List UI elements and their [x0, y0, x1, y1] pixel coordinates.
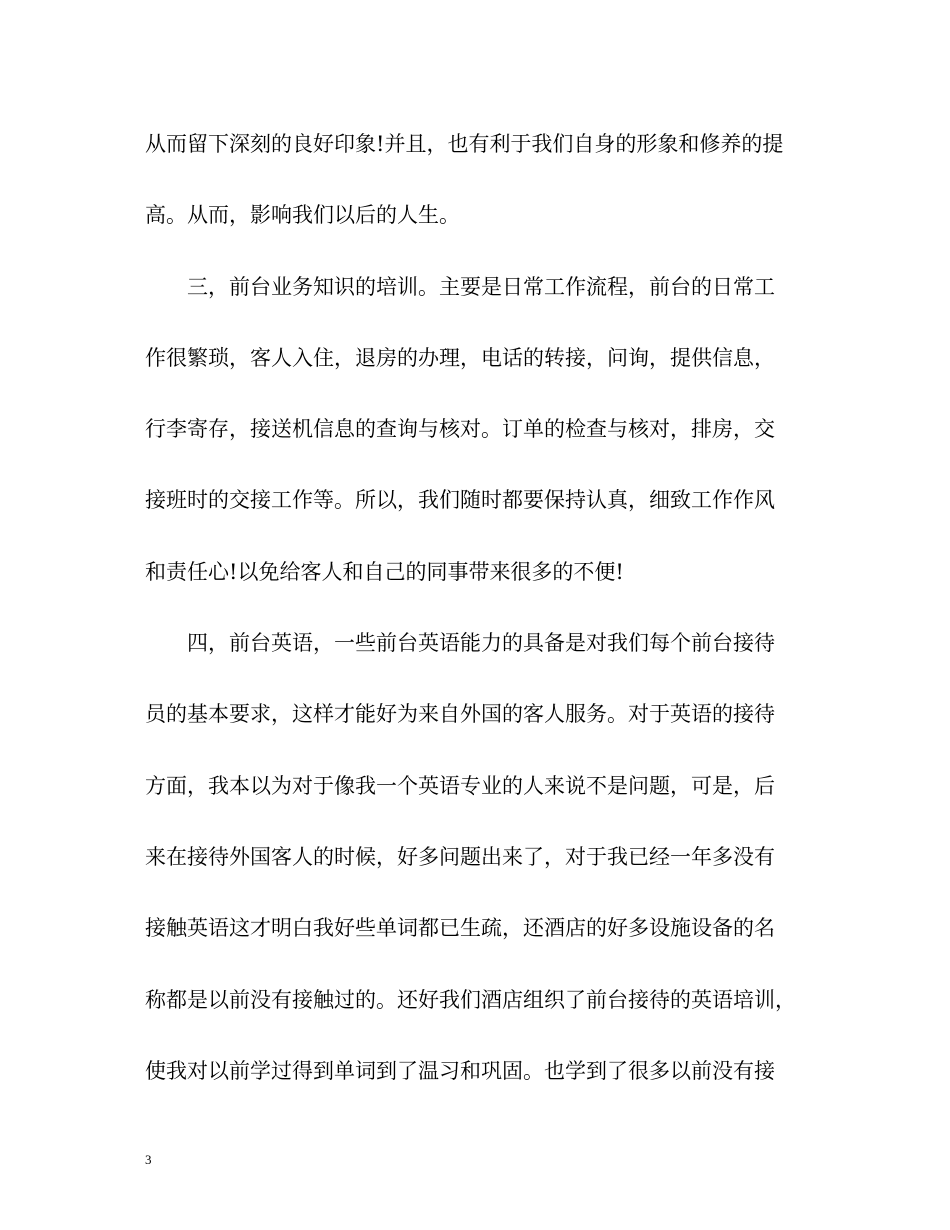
text-line: 称都是以前没有接触过的。还好我们酒店组织了前台接待的英语培训，: [145, 987, 796, 1012]
body-text: [145, 124, 815, 1122]
text-line: 和责任心!以免给客人和自己的同事带来很多的不便!: [145, 559, 624, 584]
text-line: 接班时的交接工作等。所以，我们随时都要保持认真，细致工作作风: [145, 488, 775, 513]
text-line: 接触英语这才明白我好些单词都已生疏，还酒店的好多设施设备的名: [145, 916, 775, 941]
text-line: 使我对以前学过得到单词到了温习和巩固。也学到了很多以前没有接: [145, 1058, 775, 1083]
text-line: 来在接待外国客人的时候，好多问题出来了，对于我已经一年多没有: [145, 844, 775, 869]
text-line: 方面，我本以为对于像我一个英语专业的人来说不是问题，可是，后: [145, 773, 775, 798]
page-number: 3: [145, 1152, 152, 1167]
text-line: 员的基本要求，这样才能好为来自外国的客人服务。对于英语的接待: [145, 702, 775, 727]
paragraph-start-line: 四，前台英语，一些前台英语能力的具备是对我们每个前台接待: [145, 631, 775, 656]
text-line: 从而留下深刻的良好印象!并且，也有利于我们自身的形象和修养的提: [145, 132, 784, 156]
text-line: 行李寄存，接送机信息的查询与核对。订单的检查与核对，排房，交: [145, 417, 775, 442]
paragraph-start-line: 三，前台业务知识的培训。主要是日常工作流程，前台的日常工: [145, 274, 775, 299]
text-line: 作很繁琐，客人入住，退房的办理，电话的转接，问询，提供信息，: [145, 345, 775, 370]
text-line: 高。从而，影响我们以后的人生。: [145, 203, 460, 228]
